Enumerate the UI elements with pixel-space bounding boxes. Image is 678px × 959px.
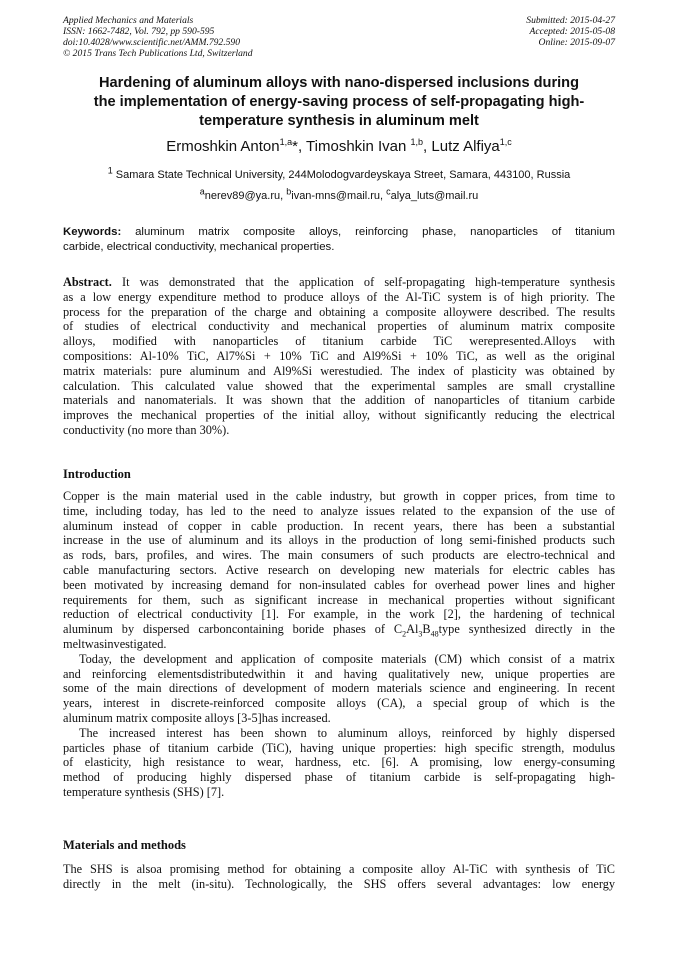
abstract-line: alloys, modified with nanoparticles of titanium carbide TiC werepresented.Alloys with (63, 334, 615, 349)
affiliation (0, 165, 678, 182)
keywords (63, 225, 615, 254)
abstract-line: process for the preparation of the charge and obtaining a composite alloywere described. The results (63, 304, 615, 319)
formula-text: B (422, 622, 431, 637)
author-affiliation-mark: 1,b (410, 137, 424, 147)
dates-header (526, 15, 615, 48)
section-heading: Introduction (63, 467, 131, 481)
paragraph-line: been motivated by increasing demand for non-insulated cables for overhead power lines and higher (63, 577, 615, 592)
author-list: Ermoshkin Anton$^{1,a}$*, Timoshkin Ivan $^{1,b}$, Lutz Alfiya$^{1,c}$ (166, 137, 512, 155)
paragraph-line: time, including today, has led to the need to analyze issues related to the expansion of the use of (63, 503, 615, 518)
corresponding-author-mark: * (292, 138, 298, 155)
email-link[interactable]: alya_luts@mail.ru (390, 190, 479, 202)
abstract-line: of studies of electrical conductivity and mechanical properties of aluminum matrix composite (63, 319, 615, 334)
abstract-line: calculation. This calculated value showed that the experimental samples are small crystalline (63, 378, 615, 393)
email-link[interactable]: ivan-mns@mail.ru (291, 190, 381, 202)
paragraph-line: The SHS is alsoa promising method for obtaining a composite alloy Al-TiC with synthesis of TiC (63, 862, 615, 876)
affiliation-mark: 1 (107, 165, 113, 176)
paragraph-line: reduction of electrical conductivity [1]. For example, in the work [2], the hardening of technical (63, 607, 615, 622)
journal-doi: doi:10.4028/www.scientific.net/AMM.792.590 (63, 37, 241, 48)
paragraph-line: some of the main directions of development of modern materials science and engineering. In recent (63, 681, 615, 696)
journal-header (63, 15, 253, 59)
formula-text: aluminum by dispersed carboncontaining boride phases of C (63, 622, 403, 637)
paragraph-line: Today, the development and application of composite materials (CM) which consist of a matrix (79, 651, 615, 666)
paper-title (60, 74, 618, 131)
paragraph-line: aluminum matrix composite alloys [3-5]has increased. (63, 710, 331, 725)
formula-subscript: 48 (430, 629, 439, 639)
affiliation-text: Samara State Technical University, 244Molodogvardeyskaya Street, Samara, 443100, Russia (115, 169, 571, 181)
keywords-line (63, 225, 615, 240)
formula-text: Al (406, 622, 419, 637)
accepted-date: Accepted: 2015-05-08 (529, 26, 615, 37)
formula-text: type synthesized directly in the (438, 622, 615, 637)
author-name: Lutz Alfiya (431, 138, 500, 155)
email-link[interactable]: nerev89@ya.ru (204, 190, 281, 202)
paragraph-line: cable manufacturing sectors. Active research on developing new materials for electric cables has (63, 562, 615, 577)
abstract-line: as a low energy expenditure method to produce alloys of the Al-TiC system is of high priority. The (63, 289, 615, 304)
abstract-text: It was demonstrated that the application of self-propagating high-temperature synthesis (122, 275, 615, 289)
keywords-line: carbide, electrical conductivity, mechanical properties. (63, 240, 335, 253)
title-line: temperature synthesis in aluminum melt (199, 113, 479, 129)
abstract-line: conductivity (no more than 30%). (63, 422, 230, 437)
keywords-label: Keywords: (63, 226, 122, 238)
author-affiliation-mark: 1,c (499, 137, 512, 147)
paragraph-line: method of producing highly dispersed phase of titanium carbide is self-propagating high- (63, 770, 615, 785)
paragraph-line: of elasticity, high resistance to wear, hardness, etc. [6]. A promising, low energy-consuming (63, 755, 615, 770)
author-emails: $^a$nerev89@ya.ru, $^b$ivan-mns@mail.ru, $^c$alya_luts@mail.ru (199, 186, 479, 202)
online-date: Online: 2015-09-07 (538, 37, 615, 48)
email-mark: c (386, 186, 391, 197)
paragraph-line: Copper is the main material used in the cable industry, but growth in copper prices, from time to (63, 489, 615, 503)
paragraph-line: temperature synthesis (SHS) [7]. (63, 784, 225, 799)
title-line: the implementation of energy-saving process of self-propagating high- (93, 94, 585, 110)
paragraph-line: requirements for them, such as significant increase in mechanical properties without significant (63, 592, 615, 607)
paragraph-line: particles phase of titanium carbide (TiC), having unique properties: high specific strength, modulus (63, 740, 615, 755)
abstract-line: materials and nanomaterials. It was shown that the addition of nanoparticles of titanium carbide (63, 393, 615, 408)
paragraph-line: increase in the use of aluminum and its alloys in the production of long semi-finished products such (63, 533, 615, 548)
paragraph-line: aluminum instead of copper in cable production. In recent years, there has been a substantial (63, 518, 615, 533)
keywords-text: aluminum matrix composite alloys, reinforcing phase, nanoparticles of titanium (135, 226, 615, 238)
abstract (63, 275, 615, 438)
introduction-paragraph (63, 489, 615, 800)
paragraph-line: years, interest in discrete-reinforced composite alloys (CA), a special group of which is the (63, 696, 615, 711)
materials-paragraph (63, 862, 615, 892)
formula-subscript: 3 (418, 629, 423, 639)
email-mark: b (286, 186, 292, 197)
abstract-line: matrix materials: pure aluminum and Al9%Si werestudied. The index of plasticity was obtained by (63, 363, 615, 378)
email-mark: a (199, 186, 205, 197)
author-name: Ermoshkin Anton (166, 138, 280, 155)
section-heading: Materials and methods (63, 838, 186, 852)
formula-subscript: 2 (402, 629, 407, 639)
paragraph-line: as rods, bars, profiles, and wires. The main consumers of such products are electro-technical and (63, 548, 615, 563)
title-line: Hardening of aluminum alloys with nano-dispersed inclusions during (98, 75, 580, 91)
abstract-label: Abstract. (63, 275, 112, 289)
paragraph-line (63, 622, 615, 637)
abstract-line: improves the mechanical properties of the initial alloy, without significantly reducing the electrical (63, 408, 615, 423)
paragraph-line: The increased interest has been shown to aluminum alloys, reinforced by highly dispersed (79, 725, 615, 740)
submitted-date: Submitted: 2015-04-27 (526, 15, 615, 26)
paragraph-line: and reinforcing elementsdistributedwithin it and having qualitatively new, unique properties are (63, 666, 615, 681)
author-affiliation-mark: 1,a (279, 137, 293, 147)
abstract-line: compositions: Al-10% TiC, Al7%Si + 10% TiC and Al9%Si + 10% TiC, as well as the original (63, 348, 615, 363)
abstract-line (63, 275, 615, 290)
author-name: Timoshkin Ivan (306, 138, 411, 155)
journal-copyright: © 2015 Trans Tech Publications Ltd, Switzerland (63, 48, 253, 59)
journal-issn: ISSN: 1662-7482, Vol. 792, pp 590-595 (63, 26, 215, 37)
paragraph-line: directly in the melt (in-situ). Technologically, the SHS offers several advantages: low energy (63, 876, 615, 891)
paragraph-line: meltwasinvestigated. (63, 636, 167, 651)
journal-name: Applied Mechanics and Materials (63, 15, 194, 26)
